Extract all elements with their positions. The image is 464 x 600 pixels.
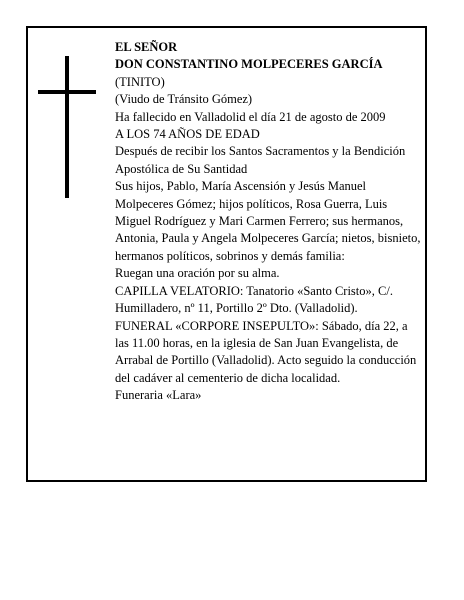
obituary-text [115, 39, 423, 405]
nickname: (TINITO) [115, 74, 165, 89]
age-line: A LOS 74 AÑOS DE EDAD [115, 127, 260, 142]
widower-note: (Viudo de Tránsito Gómez) [115, 92, 253, 107]
chapel-paragraph: CAPILLA VELATORIO: Tanatorio «Santo Cristo», C/. Humilladero, nº 11, Portillo 2º Dto. (Valladolid). [115, 283, 393, 316]
cross-icon [38, 56, 96, 198]
cross-vertical-bar [65, 56, 69, 198]
cross-horizontal-bar [38, 90, 96, 94]
sacraments-line: Después de recibir los Santos Sacramentos y la Bendición Apostólica de Su Santidad [115, 144, 406, 176]
funeral-home-line: Funeraria «Lara» [115, 388, 202, 403]
deceased-name: DON CONSTANTINO MOLPECERES GARCÍA [115, 57, 383, 72]
obituary-card [26, 26, 427, 482]
death-line: Ha fallecido en Valladolid el día 21 de agosto de 2009 [115, 109, 386, 124]
family-paragraph: Sus hijos, Pablo, María Ascensión y Jesús Manuel Molpeceres Gómez; hijos políticos, Rosa Guerra, Luis Miguel Rodríguez y Mari Carmen Ferrero; sus hermanos, Antonia, Paula y Angela Molpeceres García; nietos, bisnieto, hermanos políticos, sobrinos y demás familia: [115, 179, 421, 263]
title-line: EL SEÑOR [115, 40, 178, 54]
funeral-paragraph: FUNERAL «CORPORE INSEPULTO»: Sábado, día 22, a las 11.00 horas, en la iglesia de San Juan Evangelista, de Arrabal de Portillo (Valladolid). Acto seguido la conducción del cadáver al cementerio de dicha localidad. [115, 318, 417, 385]
prayer-line: Ruegan una oración por su alma. [115, 266, 280, 281]
